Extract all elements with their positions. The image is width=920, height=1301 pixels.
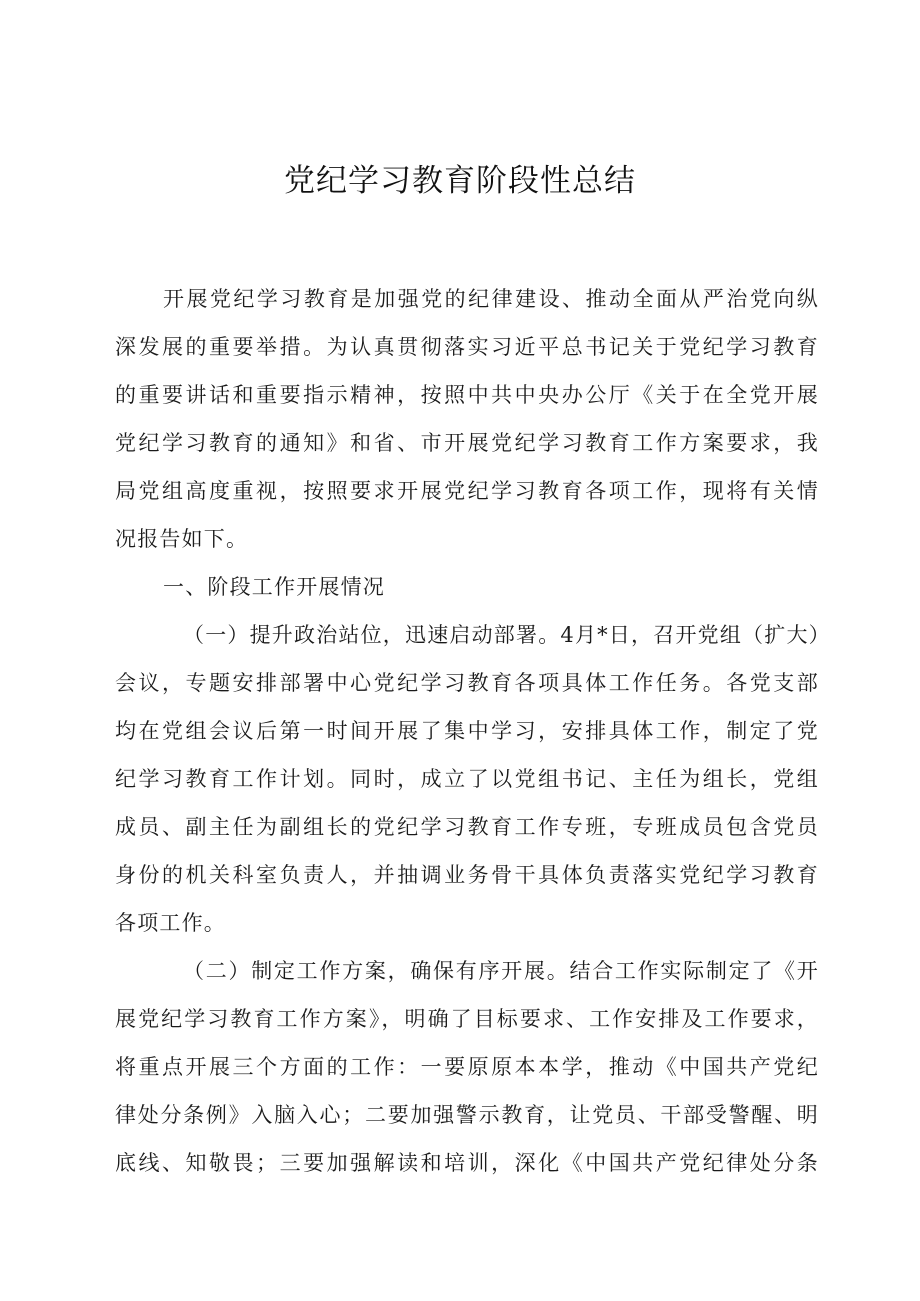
- paragraph-3-line-4: 律处分条例》入脑入心；二要加强警示教育，让党员、干部受警醒、明: [115, 1103, 819, 1127]
- paragraph-1-line-2: 深发展的重要举措。为认真贯彻落实习近平总书记关于党纪学习教育: [115, 335, 819, 359]
- paragraph-1-line-1: 开展党纪学习教育是加强党的纪律建设、推动全面从严治党向纵: [163, 287, 819, 311]
- section-heading-1: 一、阶段工作开展情况: [163, 575, 385, 599]
- paragraph-3-line-3: 将重点开展三个方面的工作：一要原原本本学，推动《中国共产党纪: [115, 1055, 819, 1079]
- document-title: 党纪学习教育阶段性总结: [284, 163, 636, 199]
- paragraph-2-line-7: 各项工作。: [115, 911, 226, 935]
- paragraph-1-line-3: 的重要讲话和重要指示精神，按照中共中央办公厅《关于在全党开展: [115, 383, 819, 407]
- paragraph-2-line-5: 成员、副主任为副组长的党纪学习教育工作专班，专班成员包含党员: [115, 815, 819, 839]
- paragraph-3-line-2: 展党纪学习教育工作方案》，明确了目标要求、工作安排及工作要求，: [115, 1007, 819, 1031]
- paragraph-2-line-6: 身份的机关科室负责人，并抽调业务骨干具体负责落实党纪学习教育: [115, 863, 819, 887]
- paragraph-1-line-6: 况报告如下。: [115, 527, 249, 551]
- paragraph-3-line-1: （二）制定工作方案，确保有序开展。结合工作实际制定了《开: [183, 959, 819, 983]
- paragraph-1-line-5: 局党组高度重视，按照要求开展党纪学习教育各项工作，现将有关情: [115, 479, 819, 503]
- document-body: [115, 275, 831, 1187]
- paragraph-1-line-4: 党纪学习教育的通知》和省、市开展党纪学习教育工作方案要求，我: [115, 431, 819, 455]
- paragraph-2-line-2: 会议，专题安排部署中心党纪学习教育各项具体工作任务。各党支部: [115, 671, 819, 695]
- paragraph-3-line-5: 底线、知敬畏；三要加强解读和培训，深化《中国共产党纪律处分条: [115, 1151, 819, 1175]
- paragraph-2-line-3: 均在党组会议后第一时间开展了集中学习，安排具体工作，制定了党: [115, 719, 819, 743]
- paragraph-2-line-4: 纪学习教育工作计划。同时，成立了以党组书记、主任为组长，党组: [115, 767, 819, 791]
- paragraph-2-line-1: （一）提升政治站位，迅速启动部署。4月*日，召开党组（扩大）: [183, 623, 831, 647]
